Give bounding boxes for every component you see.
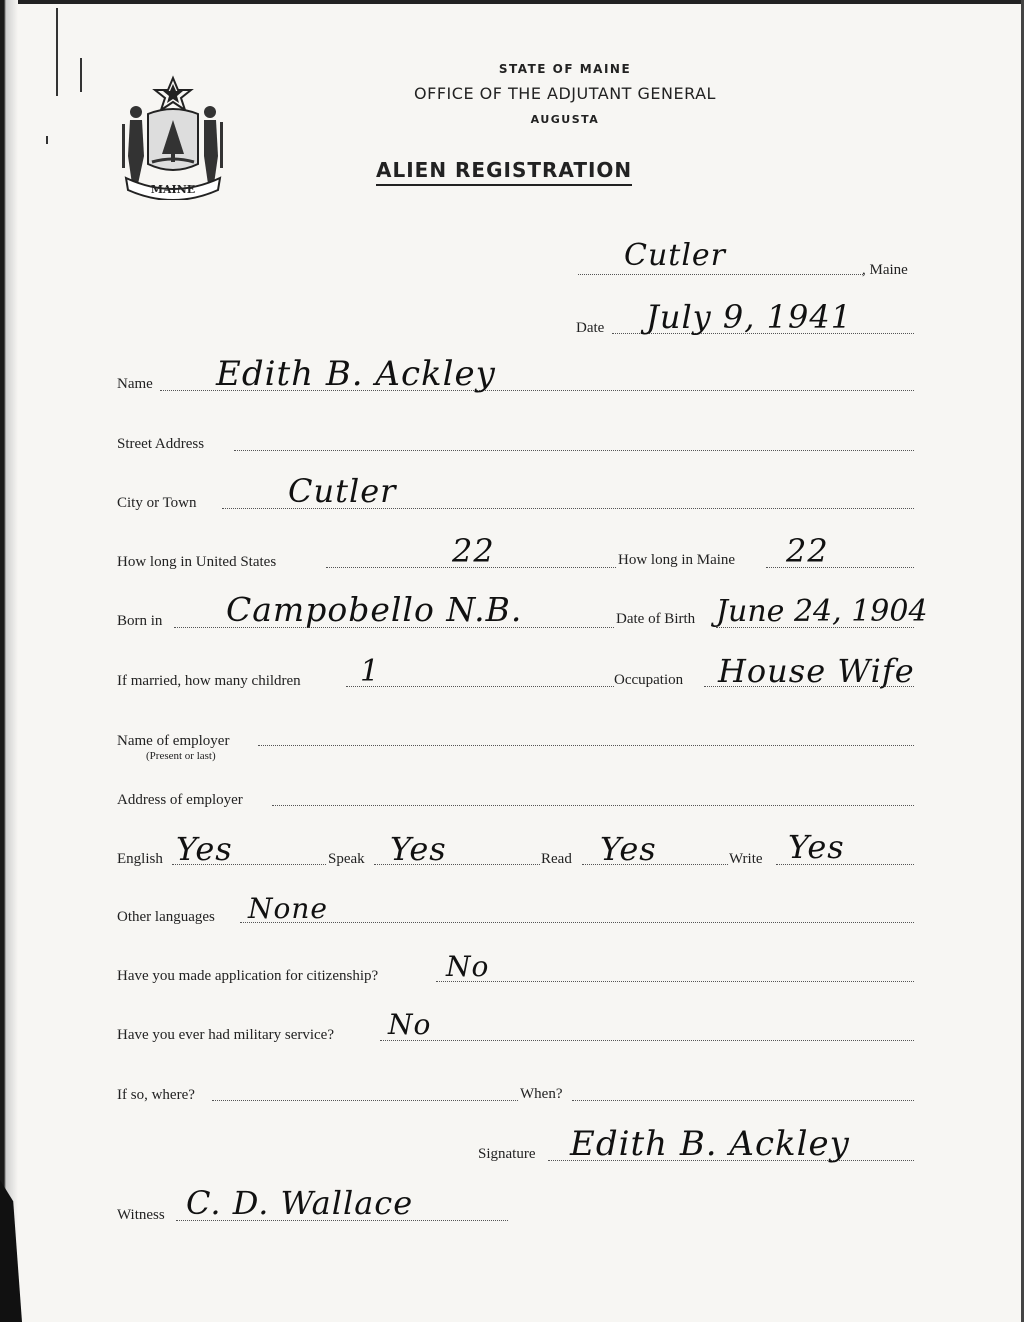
scan-corner-shadow xyxy=(0,1180,22,1322)
how-long-maine-label: How long in Maine xyxy=(618,552,736,568)
date-label: Date xyxy=(576,320,605,336)
write-value[interactable]: Yes xyxy=(788,828,845,866)
form-title: ALIEN REGISTRATION xyxy=(376,158,632,186)
where-label: If so, where? xyxy=(117,1087,195,1103)
date-value[interactable]: July 9, 1941 xyxy=(646,298,853,336)
how-long-us-value[interactable]: 22 xyxy=(452,532,495,570)
header-city: AUGUSTA xyxy=(530,113,600,126)
header-office: OFFICE OF THE ADJUTANT GENERAL xyxy=(414,84,716,103)
citizenship-line xyxy=(436,981,914,982)
town-suffix: , Maine xyxy=(862,262,908,278)
svg-text:MAINE: MAINE xyxy=(150,183,196,196)
dob-value[interactable]: June 24, 1904 xyxy=(716,594,928,629)
witness-label: Witness xyxy=(117,1207,165,1223)
where-line xyxy=(212,1100,518,1101)
city-value[interactable]: Cutler xyxy=(288,472,397,510)
street-line xyxy=(234,450,914,451)
children-value[interactable]: 1 xyxy=(360,654,381,689)
scan-mark xyxy=(56,8,58,96)
when-line xyxy=(572,1100,914,1101)
when-label: When? xyxy=(520,1086,563,1102)
other-languages-value[interactable]: None xyxy=(248,892,328,925)
employer-address-label: Address of employer xyxy=(117,792,243,808)
employer-line xyxy=(258,745,914,746)
write-label: Write xyxy=(729,851,763,867)
city-label: City or Town xyxy=(117,495,197,511)
scan-border-left xyxy=(0,0,18,1322)
other-languages-label: Other languages xyxy=(117,909,215,925)
employer-sublabel: (Present or last) xyxy=(146,750,216,762)
name-value[interactable]: Edith B. Ackley xyxy=(216,354,496,394)
speak-value[interactable]: Yes xyxy=(390,830,447,868)
employer-address-line xyxy=(272,805,914,806)
town-line xyxy=(578,274,863,275)
other-languages-line xyxy=(240,922,914,923)
speak-label: Speak xyxy=(328,851,365,867)
how-long-maine-value[interactable]: 22 xyxy=(786,532,829,570)
citizenship-value[interactable]: No xyxy=(446,950,490,983)
employer-label: Name of employer xyxy=(117,733,230,749)
dob-label: Date of Birth xyxy=(616,611,696,627)
english-value[interactable]: Yes xyxy=(176,830,233,868)
scan-mark xyxy=(80,58,82,92)
read-value[interactable]: Yes xyxy=(600,830,657,868)
born-in-label: Born in xyxy=(117,613,163,629)
read-label: Read xyxy=(541,851,572,867)
header-state: STATE OF MAINE xyxy=(498,62,632,76)
witness-value[interactable]: C. D. Wallace xyxy=(186,1184,414,1222)
scan-mark xyxy=(46,136,48,144)
citizenship-label: Have you made application for citizenship? xyxy=(117,968,379,984)
children-line xyxy=(346,686,614,687)
occupation-label: Occupation xyxy=(614,672,684,688)
town-value[interactable]: Cutler xyxy=(624,238,727,273)
born-in-value[interactable]: Campobello N.B. xyxy=(226,590,523,629)
how-long-us-label: How long in United States xyxy=(117,554,277,570)
name-label: Name xyxy=(117,376,153,392)
maine-state-seal-icon xyxy=(118,72,228,200)
scan-border-top xyxy=(0,0,1024,4)
occupation-value[interactable]: House Wife xyxy=(718,652,915,690)
street-label: Street Address xyxy=(117,436,205,452)
signature-label: Signature xyxy=(478,1146,536,1162)
military-line xyxy=(380,1040,914,1041)
children-label: If married, how many children xyxy=(117,673,301,689)
military-label: Have you ever had military service? xyxy=(117,1027,334,1043)
military-value[interactable]: No xyxy=(388,1008,432,1041)
signature-value[interactable]: Edith B. Ackley xyxy=(570,1124,850,1164)
english-label: English xyxy=(117,851,163,867)
